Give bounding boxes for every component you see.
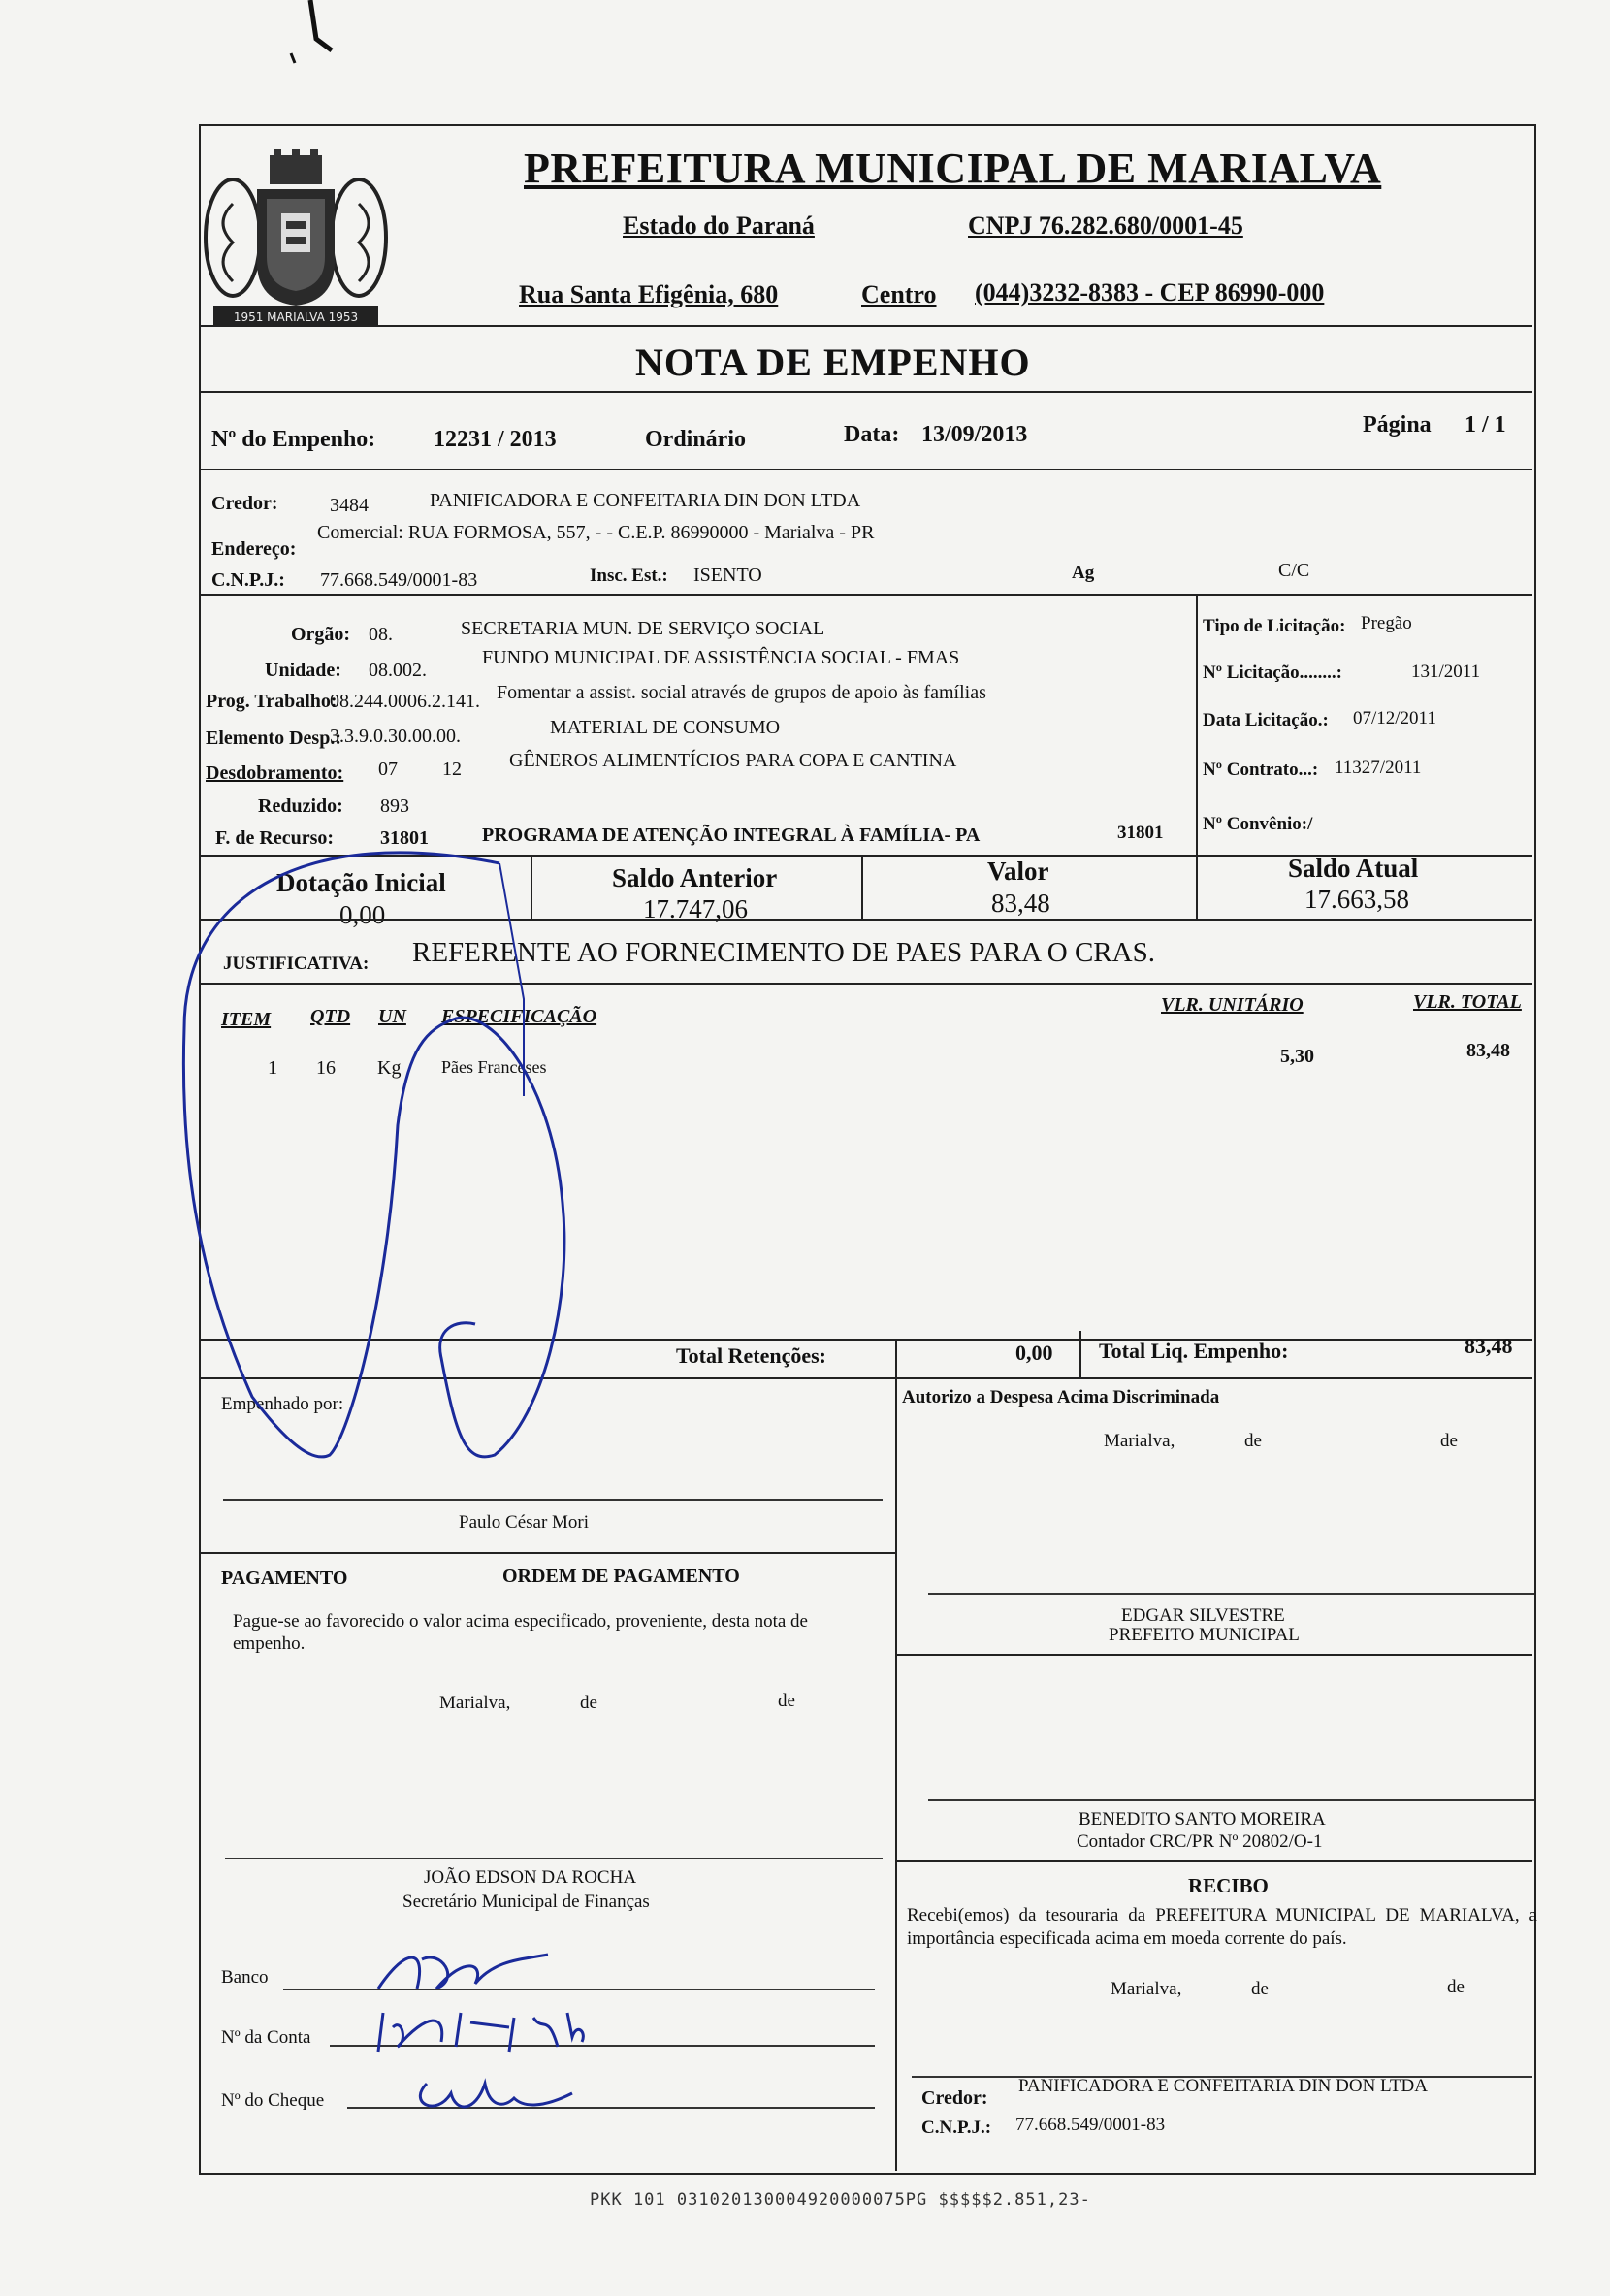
endereco-value: Comercial: RUA FORMOSA, 557, - - C.E.P. 86990000 - Marialva - PR xyxy=(317,522,875,543)
phone-cep-label: (044)3232-8383 - CEP 86990-000 xyxy=(975,278,1325,307)
row-especificacao: Pães Franceses xyxy=(441,1057,547,1077)
insc-value: ISENTO xyxy=(693,565,762,586)
insc-label: Insc. Est.: xyxy=(590,566,668,586)
prog-trabalho-desc: Fomentar a assist. social através de grupos de apoio às famílias xyxy=(497,682,986,703)
empenho-date-label: Data: xyxy=(844,422,900,447)
recibo-label: RECIBO xyxy=(1188,1874,1269,1897)
saldo-atual-label: Saldo Atual xyxy=(1288,854,1419,883)
desdobramento-code2: 12 xyxy=(442,759,462,780)
recibo-credor-label: Credor: xyxy=(921,2087,988,2109)
col-vlr-unitario: VLR. UNITÁRIO xyxy=(1161,994,1304,1016)
col-un: UN xyxy=(378,1006,406,1027)
ordem-pagamento-label: ORDEM DE PAGAMENTO xyxy=(502,1566,740,1587)
recibo-cnpj-value: 77.668.549/0001-83 xyxy=(1015,2115,1166,2135)
recurso-label: F. de Recurso: xyxy=(215,827,335,849)
contrato-label: Nº Contrato...: xyxy=(1203,760,1319,780)
orgao-code: 08. xyxy=(369,624,393,645)
district-label: Centro xyxy=(861,280,937,308)
col-item: ITEM xyxy=(221,1009,272,1030)
address-label: Rua Santa Efigênia, 680 xyxy=(519,280,779,308)
elemento-desc: MATERIAL DE CONSUMO xyxy=(550,717,781,738)
secretario-cargo: Secretário Municipal de Finanças xyxy=(402,1892,650,1912)
dotacao-inicial-label: Dotação Inicial xyxy=(276,868,446,897)
prefeito-nome: EDGAR SILVESTRE xyxy=(1121,1605,1285,1626)
banco-label: Banco xyxy=(221,1967,269,1988)
num-licitacao-label: Nº Licitação........: xyxy=(1203,663,1342,683)
prefeitura-title: PREFEITURA MUNICIPAL DE MARIALVA xyxy=(524,145,1382,192)
cc-label: C/C xyxy=(1278,560,1310,581)
contrato-value: 11327/2011 xyxy=(1335,758,1422,778)
prog-trabalho-code: 08.244.0006.2.141. xyxy=(330,691,480,712)
empenho-type: Ordinário xyxy=(645,427,747,452)
desdobramento-label: Desdobramento: xyxy=(206,762,344,784)
contador-nome: BENEDITO SANTO MOREIRA xyxy=(1079,1809,1326,1829)
recibo-city: Marialva, xyxy=(1111,1979,1182,1999)
total-retencoes-value: 0,00 xyxy=(1015,1341,1053,1365)
cnpj-credor-value: 77.668.549/0001-83 xyxy=(320,569,478,591)
recibo-credor-name: PANIFICADORA E CONFEITARIA DIN DON LTDA xyxy=(1018,2076,1428,2096)
tipo-licitacao: Pregão xyxy=(1361,613,1412,633)
orgao-name: SECRETARIA MUN. DE SERVIÇO SOCIAL xyxy=(461,618,825,639)
justificativa-text: REFERENTE AO FORNECIMENTO DE PAES PARA O CRAS. xyxy=(412,937,1155,968)
cheque-handwriting xyxy=(407,2064,582,2122)
saldo-anterior-value: 17.747,06 xyxy=(643,894,748,923)
total-retencoes-label: Total Retenções: xyxy=(676,1343,826,1368)
autorizo-text: Autorizo a Despesa Acima Discriminada xyxy=(902,1387,1220,1407)
empenho-number: 12231 / 2013 xyxy=(434,427,557,452)
pen-mark xyxy=(281,0,359,78)
recurso-code2: 31801 xyxy=(1117,823,1164,843)
row-vlr-total: 83,48 xyxy=(1466,1040,1510,1061)
svg-text:1951 MARIALVA 1953: 1951 MARIALVA 1953 xyxy=(233,310,359,324)
orgao-label: Orgão: xyxy=(291,624,351,645)
prog-trabalho-label: Prog. Trabalho: xyxy=(206,691,338,712)
state-label: Estado do Paraná xyxy=(623,211,815,240)
recurso-desc: PROGRAMA DE ATENÇÃO INTEGRAL À FAMÍLIA- PA xyxy=(482,825,981,846)
saldo-anterior-label: Saldo Anterior xyxy=(612,863,778,892)
recurso-code: 31801 xyxy=(380,827,429,849)
dotacao-inicial-value: 0,00 xyxy=(339,900,386,929)
elemento-label: Elemento Desp.: xyxy=(206,728,341,749)
recibo-de2: de xyxy=(1447,1977,1465,1997)
row-qtd: 16 xyxy=(316,1057,336,1079)
autorizo-de2: de xyxy=(1440,1431,1458,1451)
pen-scribble xyxy=(165,834,669,1474)
num-licitacao: 131/2011 xyxy=(1411,662,1481,682)
recibo-texto: Recebi(emos) da tesouraria da PREFEITURA MUNICIPAL DE MARIALVA, a importância especificada acima em moeda corrente do país. xyxy=(907,1905,1537,1949)
pagamento-de1: de xyxy=(580,1693,597,1713)
doc-title: NOTA DE EMPENHO xyxy=(635,340,1031,384)
unidade-label: Unidade: xyxy=(265,660,341,681)
autorizo-city: Marialva, xyxy=(1104,1431,1175,1451)
conta-handwriting xyxy=(373,2003,596,2061)
banco-handwriting xyxy=(369,1940,563,2008)
unidade-name: FUNDO MUNICIPAL DE ASSISTÊNCIA SOCIAL - FMAS xyxy=(482,647,960,668)
reduzido-label: Reduzido: xyxy=(258,795,343,817)
row-un: Kg xyxy=(377,1057,402,1079)
coat-of-arms-icon xyxy=(204,146,388,340)
cnpj-label: CNPJ 76.282.680/0001-45 xyxy=(968,211,1243,240)
elemento-code: 3.3.9.0.30.00.00. xyxy=(330,726,461,747)
convenio-label: Nº Convênio:/ xyxy=(1203,814,1313,834)
pague-se-text: Pague-se ao favorecido o valor acima especificado, proveniente, desta nota de empenho. xyxy=(233,1611,808,1654)
autorizo-de1: de xyxy=(1244,1431,1262,1451)
col-vlr-total: VLR. TOTAL xyxy=(1413,991,1522,1013)
recibo-de1: de xyxy=(1251,1979,1269,1999)
data-licitacao-label: Data Licitação.: xyxy=(1203,710,1329,730)
prefeito-cargo: PREFEITO MUNICIPAL xyxy=(1109,1625,1300,1645)
cheque-label: Nº do Cheque xyxy=(221,2090,325,2111)
conta-label: Nº da Conta xyxy=(221,2027,311,2048)
credor-label: Credor: xyxy=(211,493,278,514)
empenho-date: 13/09/2013 xyxy=(921,422,1028,447)
contador-cargo: Contador CRC/PR Nº 20802/O-1 xyxy=(1077,1831,1323,1852)
saldo-atual-value: 17.663,58 xyxy=(1304,885,1409,914)
pagamento-de2: de xyxy=(778,1691,795,1711)
unidade-code: 08.002. xyxy=(369,660,427,681)
justificativa-label: JUSTIFICATIVA: xyxy=(223,954,370,974)
endereco-label: Endereço: xyxy=(211,538,297,560)
valor-value: 83,48 xyxy=(991,889,1050,918)
recibo-cnpj-label: C.N.P.J.: xyxy=(921,2118,992,2138)
data-licitacao: 07/12/2011 xyxy=(1353,708,1436,728)
pagamento-label: PAGAMENTO xyxy=(221,1568,348,1589)
page-label: Página xyxy=(1363,412,1432,437)
tipo-licitacao-label: Tipo de Licitação: xyxy=(1203,616,1346,636)
total-liq-value: 83,48 xyxy=(1465,1334,1513,1358)
valor-label: Valor xyxy=(987,857,1049,886)
desdobramento-desc: GÊNEROS ALIMENTÍCIOS PARA COPA E CANTINA xyxy=(509,750,957,771)
row-vlr-unitario: 5,30 xyxy=(1280,1046,1314,1067)
desdobramento-code1: 07 xyxy=(378,759,398,780)
empenho-number-label: Nº do Empenho: xyxy=(211,427,376,452)
row-item: 1 xyxy=(268,1057,277,1079)
empenhado-por-label: Empenhado por: xyxy=(221,1394,344,1414)
secretario-nome: JOÃO EDSON DA ROCHA xyxy=(424,1867,637,1888)
empenhado-nome: Paulo César Mori xyxy=(459,1512,590,1533)
ag-label: Ag xyxy=(1072,563,1095,583)
reduzido-value: 893 xyxy=(380,795,409,817)
footer-code: PKK 101 031020130004920000075PG $$$$$2.851,23- xyxy=(590,2190,1091,2210)
col-qtd: QTD xyxy=(310,1006,351,1027)
total-liq-label: Total Liq. Empenho: xyxy=(1099,1339,1289,1363)
col-especificacao: ESPECIFICAÇÃO xyxy=(441,1006,597,1027)
credor-name: PANIFICADORA E CONFEITARIA DIN DON LTDA xyxy=(430,490,861,511)
cnpj-credor-label: C.N.P.J.: xyxy=(211,569,285,591)
credor-code: 3484 xyxy=(330,495,369,516)
pagamento-city: Marialva, xyxy=(439,1693,511,1713)
page-number: 1 / 1 xyxy=(1465,412,1506,437)
